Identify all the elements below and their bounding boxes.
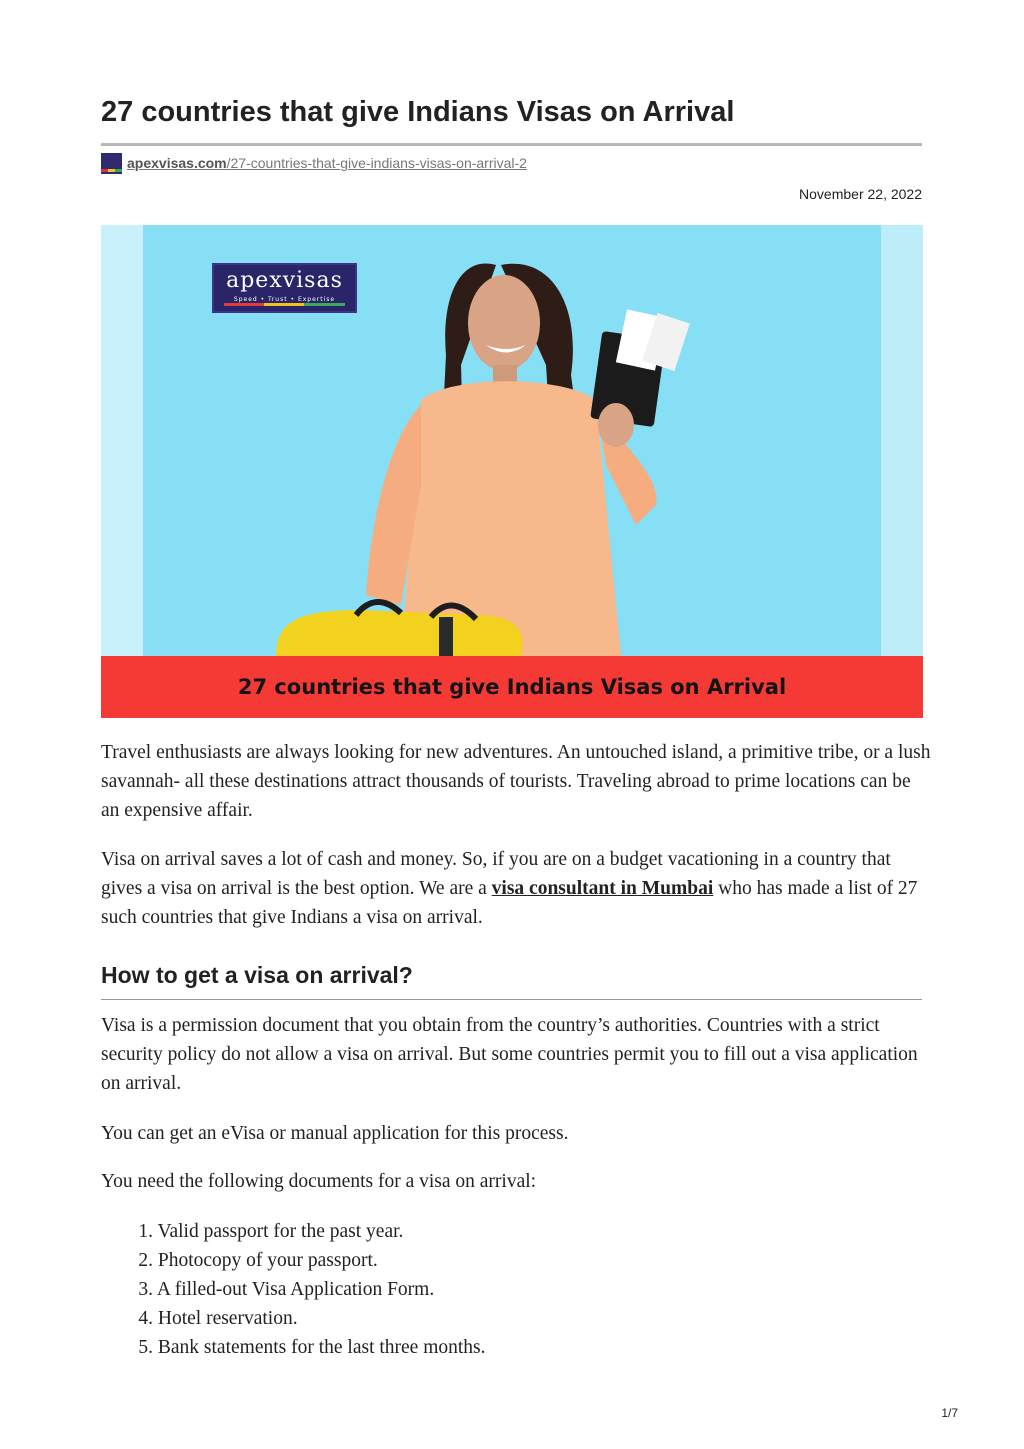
list-item bbox=[131, 1246, 486, 1275]
source-row bbox=[101, 152, 527, 174]
intro-paragraph: Travel enthusiasts are always looking for new adventures. An untouched island, a primitive tribe, or a lush savannah- all these destinations attract thousands of tourists. Traveling abroad to prime locations can be an expensive affair. bbox=[101, 742, 931, 821]
logo-wordmark: apexvisas bbox=[226, 268, 343, 293]
list-item-number: 5. bbox=[138, 1337, 153, 1358]
list-item-number: 1. bbox=[138, 1221, 153, 1242]
list-item bbox=[131, 1217, 486, 1246]
hero-image bbox=[101, 225, 923, 718]
logo-color-strip bbox=[224, 303, 345, 306]
para2-text-after: who has made a list of 27 such countries that give Indians a visa on arrival. bbox=[101, 878, 918, 928]
documents-intro-paragraph: You need the following documents for a visa on arrival: bbox=[101, 1171, 537, 1192]
evisa-paragraph: You can get an eVisa or manual application for this process. bbox=[101, 1123, 569, 1144]
visa-definition-paragraph: Visa is a permission document that you obtain from the country’s authorities. Countries with a strict security policy do not allow a visa on arrival. But some countries permit you to fill out a visa application on arrival. bbox=[101, 1015, 918, 1094]
title-divider bbox=[101, 143, 922, 146]
visa-consultant-link[interactable]: visa consultant in Mumbai bbox=[491, 878, 714, 899]
documents-list bbox=[131, 1217, 486, 1362]
site-favicon-icon bbox=[101, 153, 122, 174]
publish-date: November 22, 2022 bbox=[799, 186, 922, 202]
source-path: /27-countries-that-give-indians-visas-on-arrival-2 bbox=[226, 155, 527, 171]
apexvisas-logo bbox=[212, 263, 357, 313]
para2-text-before: Visa on arrival saves a lot of cash and money. So, if you are on a budget vacationing in a country that gives a visa on arrival is the best option. We are a bbox=[101, 849, 891, 899]
list-item bbox=[131, 1275, 486, 1304]
visa-savings-paragraph bbox=[101, 845, 931, 932]
list-item-number: 2. bbox=[138, 1250, 153, 1271]
source-link[interactable] bbox=[127, 155, 527, 171]
list-item-text: Photocopy of your passport. bbox=[157, 1250, 378, 1271]
source-domain: apexvisas.com bbox=[127, 155, 227, 171]
hero-banner-text: 27 countries that give Indians Visas on Arrival bbox=[237, 675, 787, 699]
list-item-number: 4. bbox=[138, 1308, 153, 1329]
page-title: 27 countries that give Indians Visas on Arrival bbox=[101, 96, 735, 128]
list-item-text: Bank statements for the last three months. bbox=[157, 1337, 486, 1358]
hero-banner bbox=[101, 656, 923, 718]
section-divider bbox=[101, 999, 922, 1000]
hero-photo bbox=[101, 225, 923, 656]
list-item-number: 3. bbox=[138, 1279, 153, 1300]
list-item-text: Hotel reservation. bbox=[157, 1308, 298, 1329]
list-item-text: Valid passport for the past year. bbox=[157, 1221, 404, 1242]
logo-tagline: Speed • Trust • Expertise bbox=[233, 296, 336, 303]
page-number: 1/7 bbox=[941, 1406, 958, 1420]
list-item bbox=[131, 1304, 486, 1333]
list-item-text: A filled-out Visa Application Form. bbox=[156, 1279, 435, 1300]
list-item bbox=[131, 1333, 486, 1362]
section-heading: How to get a visa on arrival? bbox=[101, 962, 413, 988]
